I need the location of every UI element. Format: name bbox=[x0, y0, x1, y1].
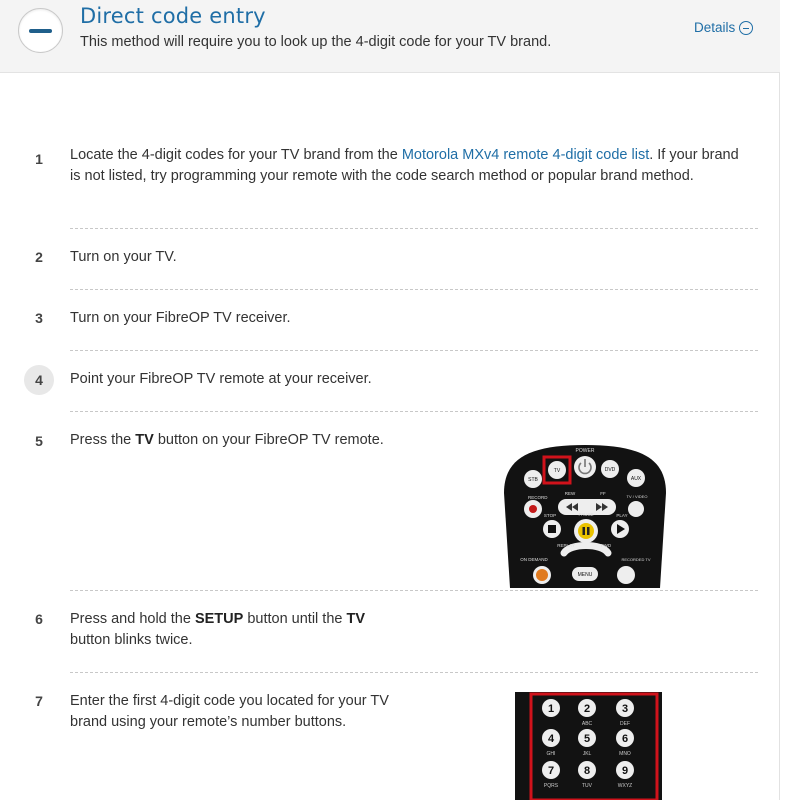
number-key-letters: JKL bbox=[582, 751, 592, 757]
collapse-button[interactable] bbox=[18, 8, 63, 53]
step-text: Enter the first 4-digit code you located for your TV brand using your remote’s number buttons. bbox=[70, 693, 389, 730]
number-key-letters: WXYZ bbox=[617, 783, 633, 789]
step-text: Press and hold the SETUP button until the TV button blinks twice. bbox=[70, 611, 366, 648]
ff-label: FF bbox=[600, 491, 606, 496]
play-label: PLAY bbox=[616, 513, 628, 518]
remote-top-illustration bbox=[500, 443, 670, 588]
step-text: Turn on your FibreOP TV receiver. bbox=[70, 310, 291, 326]
replay-label: REPLAY bbox=[557, 543, 575, 548]
rew-label: REW bbox=[564, 491, 576, 496]
divider bbox=[70, 590, 758, 591]
on-demand-label: ON DEMAND bbox=[520, 557, 548, 562]
step-number: 2 bbox=[35, 249, 43, 265]
divider bbox=[70, 411, 758, 412]
step-text: Locate the 4-digit codes for your TV brand from the Motorola MXv4 remote 4-digit code list. If your brand is not listed, try programming your remote with the code search method or popular brand method. bbox=[70, 147, 739, 184]
step-text: Point your FibreOP TV remote at your receiver. bbox=[70, 371, 372, 387]
stop-label: STOP bbox=[543, 513, 557, 518]
step-text: Turn on your TV. bbox=[70, 249, 177, 265]
number-key-letters: MNO bbox=[619, 751, 631, 757]
step-number: 5 bbox=[35, 433, 43, 449]
number-key-digit: 6 bbox=[621, 733, 629, 745]
pause-label: PAUSE bbox=[578, 512, 594, 517]
section-title: Direct code entry bbox=[80, 4, 266, 28]
details-label: Details bbox=[694, 20, 736, 35]
number-key-digit: 3 bbox=[621, 703, 629, 715]
step-number: 4 bbox=[24, 365, 54, 395]
step-number: 1 bbox=[35, 151, 43, 167]
step-number: 3 bbox=[35, 310, 43, 326]
record-label: RECORD bbox=[528, 495, 548, 500]
section-header bbox=[0, 0, 780, 73]
menu-label: MENU bbox=[577, 572, 593, 578]
recorded-tv-label: RECORDED TV bbox=[621, 557, 651, 562]
number-key-digit: 7 bbox=[547, 765, 555, 777]
number-key-digit: 4 bbox=[547, 733, 555, 745]
step-number: 7 bbox=[35, 693, 43, 709]
minus-icon bbox=[29, 29, 52, 33]
section-description: This method will require you to look up the 4-digit code for your TV brand. bbox=[80, 34, 552, 50]
divider bbox=[70, 289, 758, 290]
number-key-letters: TUV bbox=[582, 783, 592, 789]
number-key-digit: 2 bbox=[583, 703, 591, 715]
number-key-letters: PQRS bbox=[543, 783, 559, 789]
number-key-letters: ABC bbox=[581, 721, 593, 727]
power-label: POWER bbox=[575, 448, 595, 454]
number-key-letters: GHI bbox=[546, 751, 556, 757]
dvd-label: DVD bbox=[604, 467, 616, 473]
number-key-letters: DEF bbox=[620, 721, 630, 727]
remote-numpad-illustration bbox=[515, 692, 662, 800]
number-key-digit: 1 bbox=[547, 703, 555, 715]
divider bbox=[70, 350, 758, 351]
number-key-digit: 9 bbox=[621, 765, 629, 777]
divider bbox=[70, 672, 758, 673]
code-list-link[interactable]: Motorola MXv4 remote 4-digit code list bbox=[401, 147, 650, 163]
tv-video-label: TV / VIDEO bbox=[626, 494, 648, 499]
collapse-minus-icon bbox=[739, 21, 753, 35]
fwd-label: FWD bbox=[600, 543, 612, 548]
stb-label: STB bbox=[528, 477, 538, 483]
tv-label: TV bbox=[553, 468, 561, 474]
divider bbox=[70, 228, 758, 229]
details-toggle[interactable] bbox=[694, 20, 753, 35]
number-key-digit: 8 bbox=[583, 765, 591, 777]
step-text: Press the TV button on your FibreOP TV remote. bbox=[70, 432, 384, 448]
number-key-digit: 5 bbox=[583, 733, 591, 745]
step-number: 6 bbox=[35, 611, 43, 627]
aux-label: AUX bbox=[630, 476, 642, 482]
